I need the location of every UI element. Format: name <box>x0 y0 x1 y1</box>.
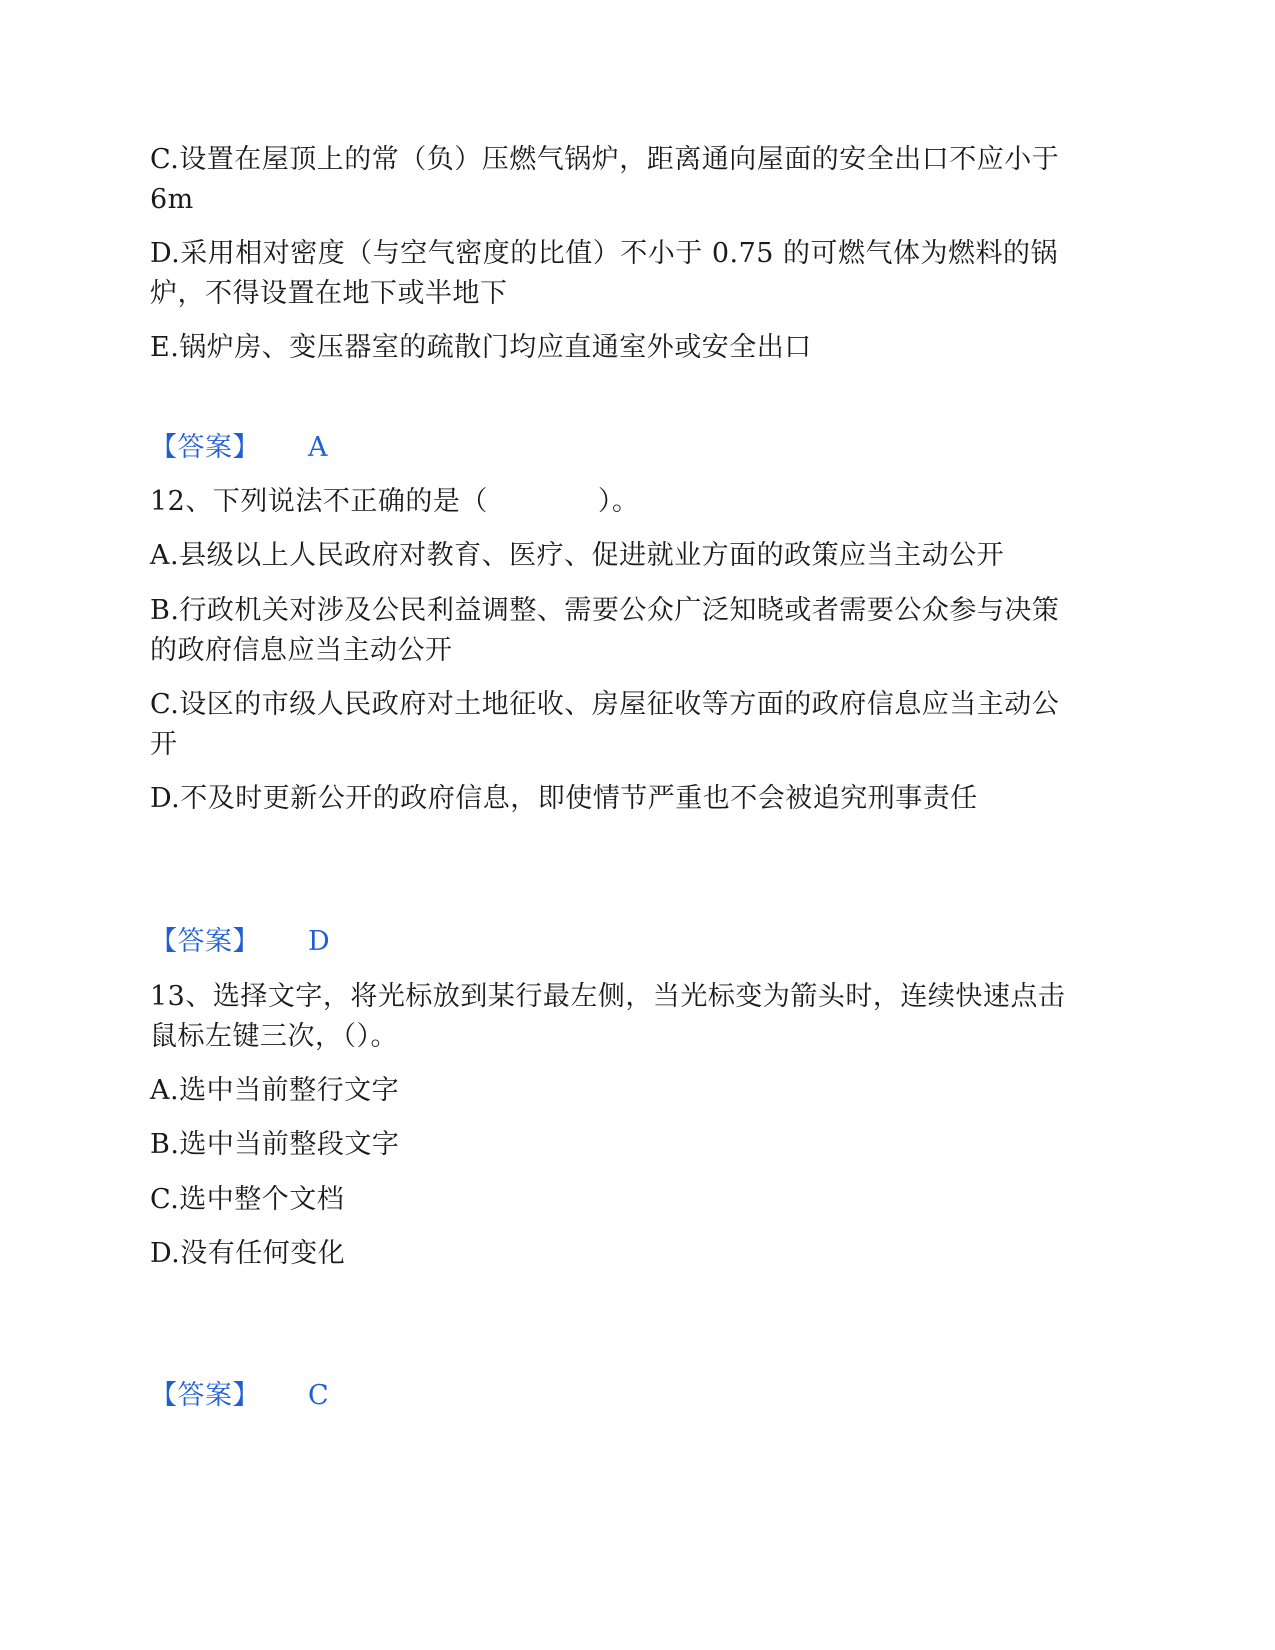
q11-option-d-line2: 炉，不得设置在地下或半地下 <box>150 278 508 309</box>
q11-option-d-line1: D.采用相对密度（与空气密度的比值）不小于 0.75 的可燃气体为燃料的锅 <box>150 238 1059 269</box>
q12-option-b-line1: B.行政机关对涉及公民利益调整、需要公众广泛知晓或者需要公众参与决策 <box>150 595 1060 626</box>
q12-option-c-line2: 开 <box>150 729 178 760</box>
q13-option-d: D.没有任何变化 <box>150 1238 346 1269</box>
q11-answer-label: 【答案】 <box>150 432 260 463</box>
q13-option-a: A.选中当前整行文字 <box>150 1075 400 1106</box>
q13-option-b: B.选中当前整段文字 <box>150 1129 400 1160</box>
q12-option-b-line2: 的政府信息应当主动公开 <box>150 635 453 666</box>
q11-option-e: E.锅炉房、变压器室的疏散门均应直通室外或安全出口 <box>150 332 812 363</box>
q12-answer-label: 【答案】 <box>150 926 260 957</box>
q13-answer-label: 【答案】 <box>150 1380 260 1411</box>
q12-answer-value: D <box>308 926 330 957</box>
q11-option-c-line2: 6m <box>150 184 194 215</box>
q12-option-c-line1: C.设区的市级人民政府对土地征收、房屋征收等方面的政府信息应当主动公 <box>150 689 1060 720</box>
q11-option-c-line1: C.设置在屋顶上的常（负）压燃气锅炉，距离通向屋面的安全出口不应小于 <box>150 144 1060 175</box>
q13-stem-line2: 鼠标左键三次，（）。 <box>150 1021 398 1052</box>
q12-option-d: D.不及时更新公开的政府信息，即使情节严重也不会被追究刑事责任 <box>150 783 978 814</box>
q12-option-a: A.县级以上人民政府对教育、医疗、促进就业方面的政策应当主动公开 <box>150 540 1005 571</box>
q13-answer-value: C <box>308 1380 329 1411</box>
q12-stem: 12、下列说法不正确的是（ ）。 <box>150 486 640 517</box>
q13-option-c: C.选中整个文档 <box>150 1184 345 1215</box>
q13-stem-line1: 13、选择文字，将光标放到某行最左侧，当光标变为箭头时，连续快速点击 <box>150 981 1066 1012</box>
q11-answer-value: A <box>308 432 328 463</box>
